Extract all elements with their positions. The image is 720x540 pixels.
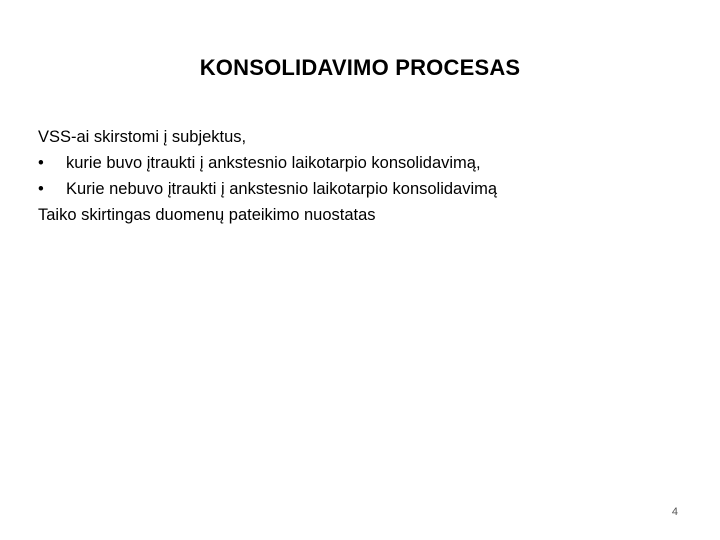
bullet-item [38, 150, 678, 176]
slide-title: KONSOLIDAVIMO PROCESAS [199, 55, 521, 80]
bullet-text: Kurie nebuvo įtraukti į ankstesnio laikotarpio konsolidavimą [66, 180, 498, 198]
bullet-text: kurie buvo įtraukti į ankstesnio laikotarpio konsolidavimą, [66, 154, 481, 172]
bullet-marker: • [38, 180, 44, 198]
intro-text: VSS-ai skirstomi į subjektus, [38, 128, 247, 146]
slide-body [38, 124, 678, 228]
bullet-item [38, 176, 678, 202]
page-number: 4 [671, 506, 678, 518]
closing-text: Taiko skirtingas duomenų pateikimo nuostatas [38, 206, 376, 224]
bullet-marker: • [38, 154, 44, 172]
